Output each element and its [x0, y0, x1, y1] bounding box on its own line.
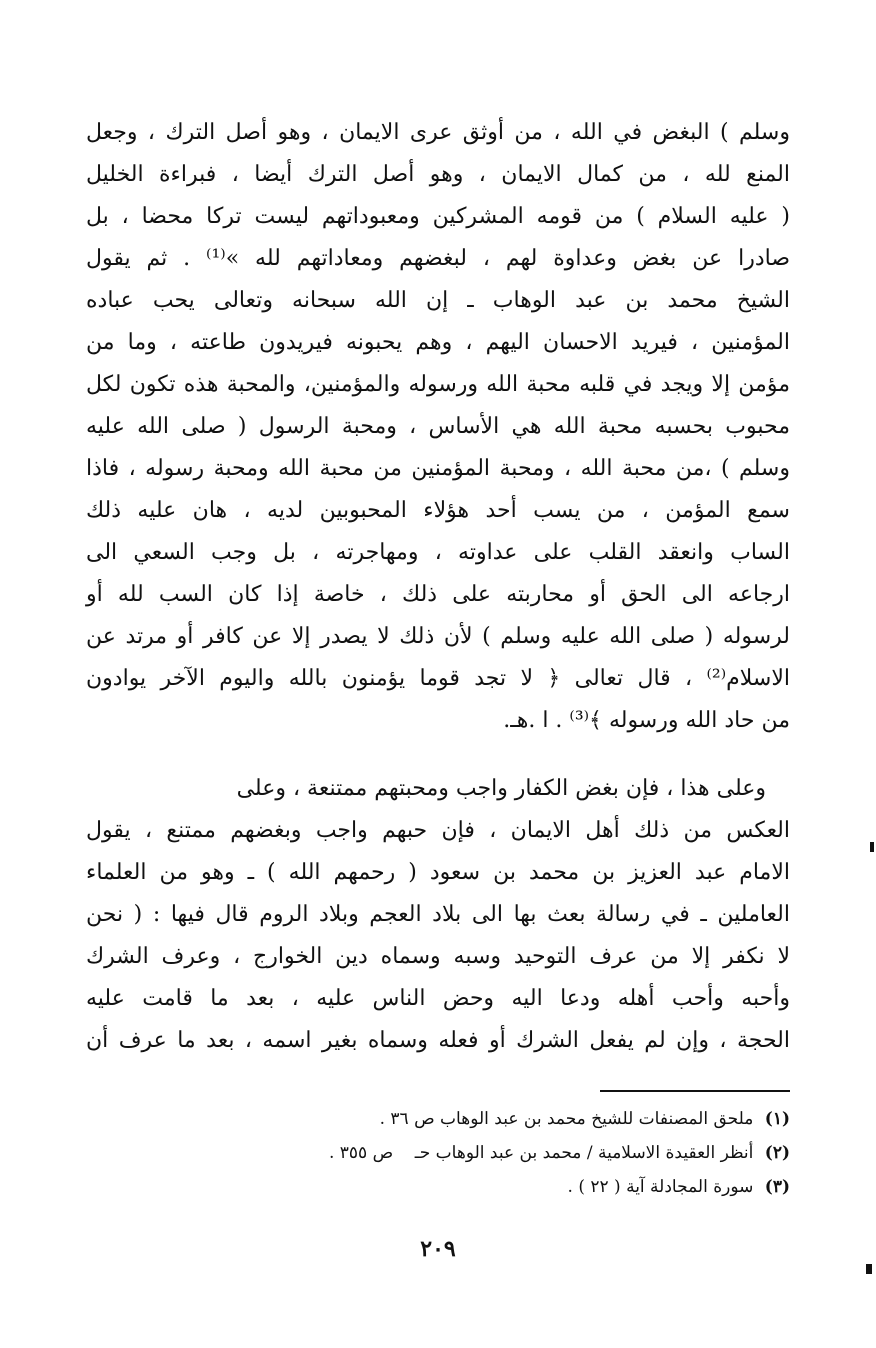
text-line: الحجة ، وإن لم يفعل الشرك أو فعله وسماه بغير اسمه ، بعد ما عرف أن	[86, 1028, 790, 1053]
text-line: المنع لله ، من كمال الايمان ، وهو أصل الترك أيضا ، فبراءة الخليل	[86, 162, 790, 187]
footnote-number: (٣)	[764, 1177, 790, 1197]
footnote-text: أنظر العقيدة الاسلامية / محمد بن عبد الوهاب حـ ص ٣٥٥ .	[328, 1143, 754, 1163]
text-line: مؤمن إلا ويجد في قلبه محبة الله ورسوله والمؤمنين، والمحبة هذه تكون لكل	[86, 372, 790, 397]
text-line: ارجاعه الى الحق أو محاربته على ذلك ، خاصة إذا كان السب لله أو	[86, 582, 790, 607]
text-line: المؤمنين ، فيريد الاحسان اليهم ، وهم يحبونه فيريدون طاعته ، وما من	[86, 330, 790, 355]
footnote-item	[90, 1170, 790, 1204]
text-line: صادرا عن بغض وعداوة لهم ، لبغضهم ومعاداتهم لله »⁽¹⁾ . ثم يقول	[86, 246, 790, 271]
text-line: الامام عبد العزيز بن محمد بن سعود ( رحمهم الله ) ـ وهو من العلماء	[86, 860, 790, 885]
text-line: سمع المؤمن ، من يسب أحد هؤلاء المحبوبين لديه ، هان عليه ذلك	[86, 498, 790, 523]
footnote-text: ملحق المصنفات للشيخ محمد بن عبد الوهاب ص ٣٦ .	[379, 1109, 754, 1129]
footnote-text: سورة المجادلة آية ( ٢٢ ) .	[567, 1177, 754, 1197]
footnote-number: (٢)	[764, 1143, 790, 1163]
text-line: ( عليه السلام ) من قومه المشركين ومعبوداتهم ليست تركا محضا ، بل	[86, 204, 790, 229]
text-line: العاملين ـ في رسالة بعث بها الى بلاد العجم وبلاد الروم قال فيها : ( نحن	[86, 902, 790, 927]
text-line: من حاد الله ورسوله ﴾⁽³⁾ . ا .هـ.	[503, 708, 790, 733]
footnote-number: (١)	[764, 1109, 790, 1129]
text-line: محبوب بحسبه محبة الله هي الأساس ، ومحبة الرسول ( صلى الله عليه	[86, 414, 790, 439]
text-line: لا نكفر إلا من عرف التوحيد وسبه وسماه دين الخوارج ، وعرف الشرك	[86, 944, 790, 969]
paragraph-spacer	[86, 742, 790, 768]
text-line: الشيخ محمد بن عبد الوهاب ـ إن الله سبحانه وتعالى يحب عباده	[86, 288, 790, 313]
text-line: وعلى هذا ، فإن بغض الكفار واجب ومحبتهم ممتنعة ، وعلى	[236, 776, 766, 801]
scan-speck	[870, 842, 874, 852]
text-line: لرسوله ( صلى الله عليه وسلم ) لأن ذلك لا يصدر إلا عن كافر أو مرتد عن	[86, 624, 790, 649]
footnote-item	[90, 1136, 790, 1170]
text-line: وسلم ) البغض في الله ، من أوثق عرى الايمان ، وهو أصل الترك ، وجعل	[86, 120, 790, 145]
text-line: العكس من ذلك أهل الايمان ، فإن حبهم واجب وبغضهم ممتنع ، يقول	[86, 818, 790, 843]
footnotes	[90, 1102, 790, 1204]
main-text	[86, 112, 790, 1062]
text-line: وسلم ) ،من محبة الله ، ومحبة المؤمنين من محبة الله ومحبة رسوله ، فاذا	[86, 456, 790, 481]
footnote-item	[90, 1102, 790, 1136]
scan-speck	[866, 1264, 872, 1274]
text-line: الاسلام⁽²⁾ ، قال تعالى ﴿ لا تجد قوما يؤمنون بالله واليوم الآخر يوادون	[86, 666, 790, 691]
footnote-divider	[600, 1090, 790, 1092]
text-line: الساب وانعقد القلب على عداوته ، ومهاجرته ، بل وجب السعي الى	[86, 540, 790, 565]
page-number: ٢٠٩	[420, 1236, 456, 1262]
text-line: وأحبه وأحب أهله ودعا اليه وحض الناس عليه ، بعد ما قامت عليه	[86, 986, 790, 1011]
